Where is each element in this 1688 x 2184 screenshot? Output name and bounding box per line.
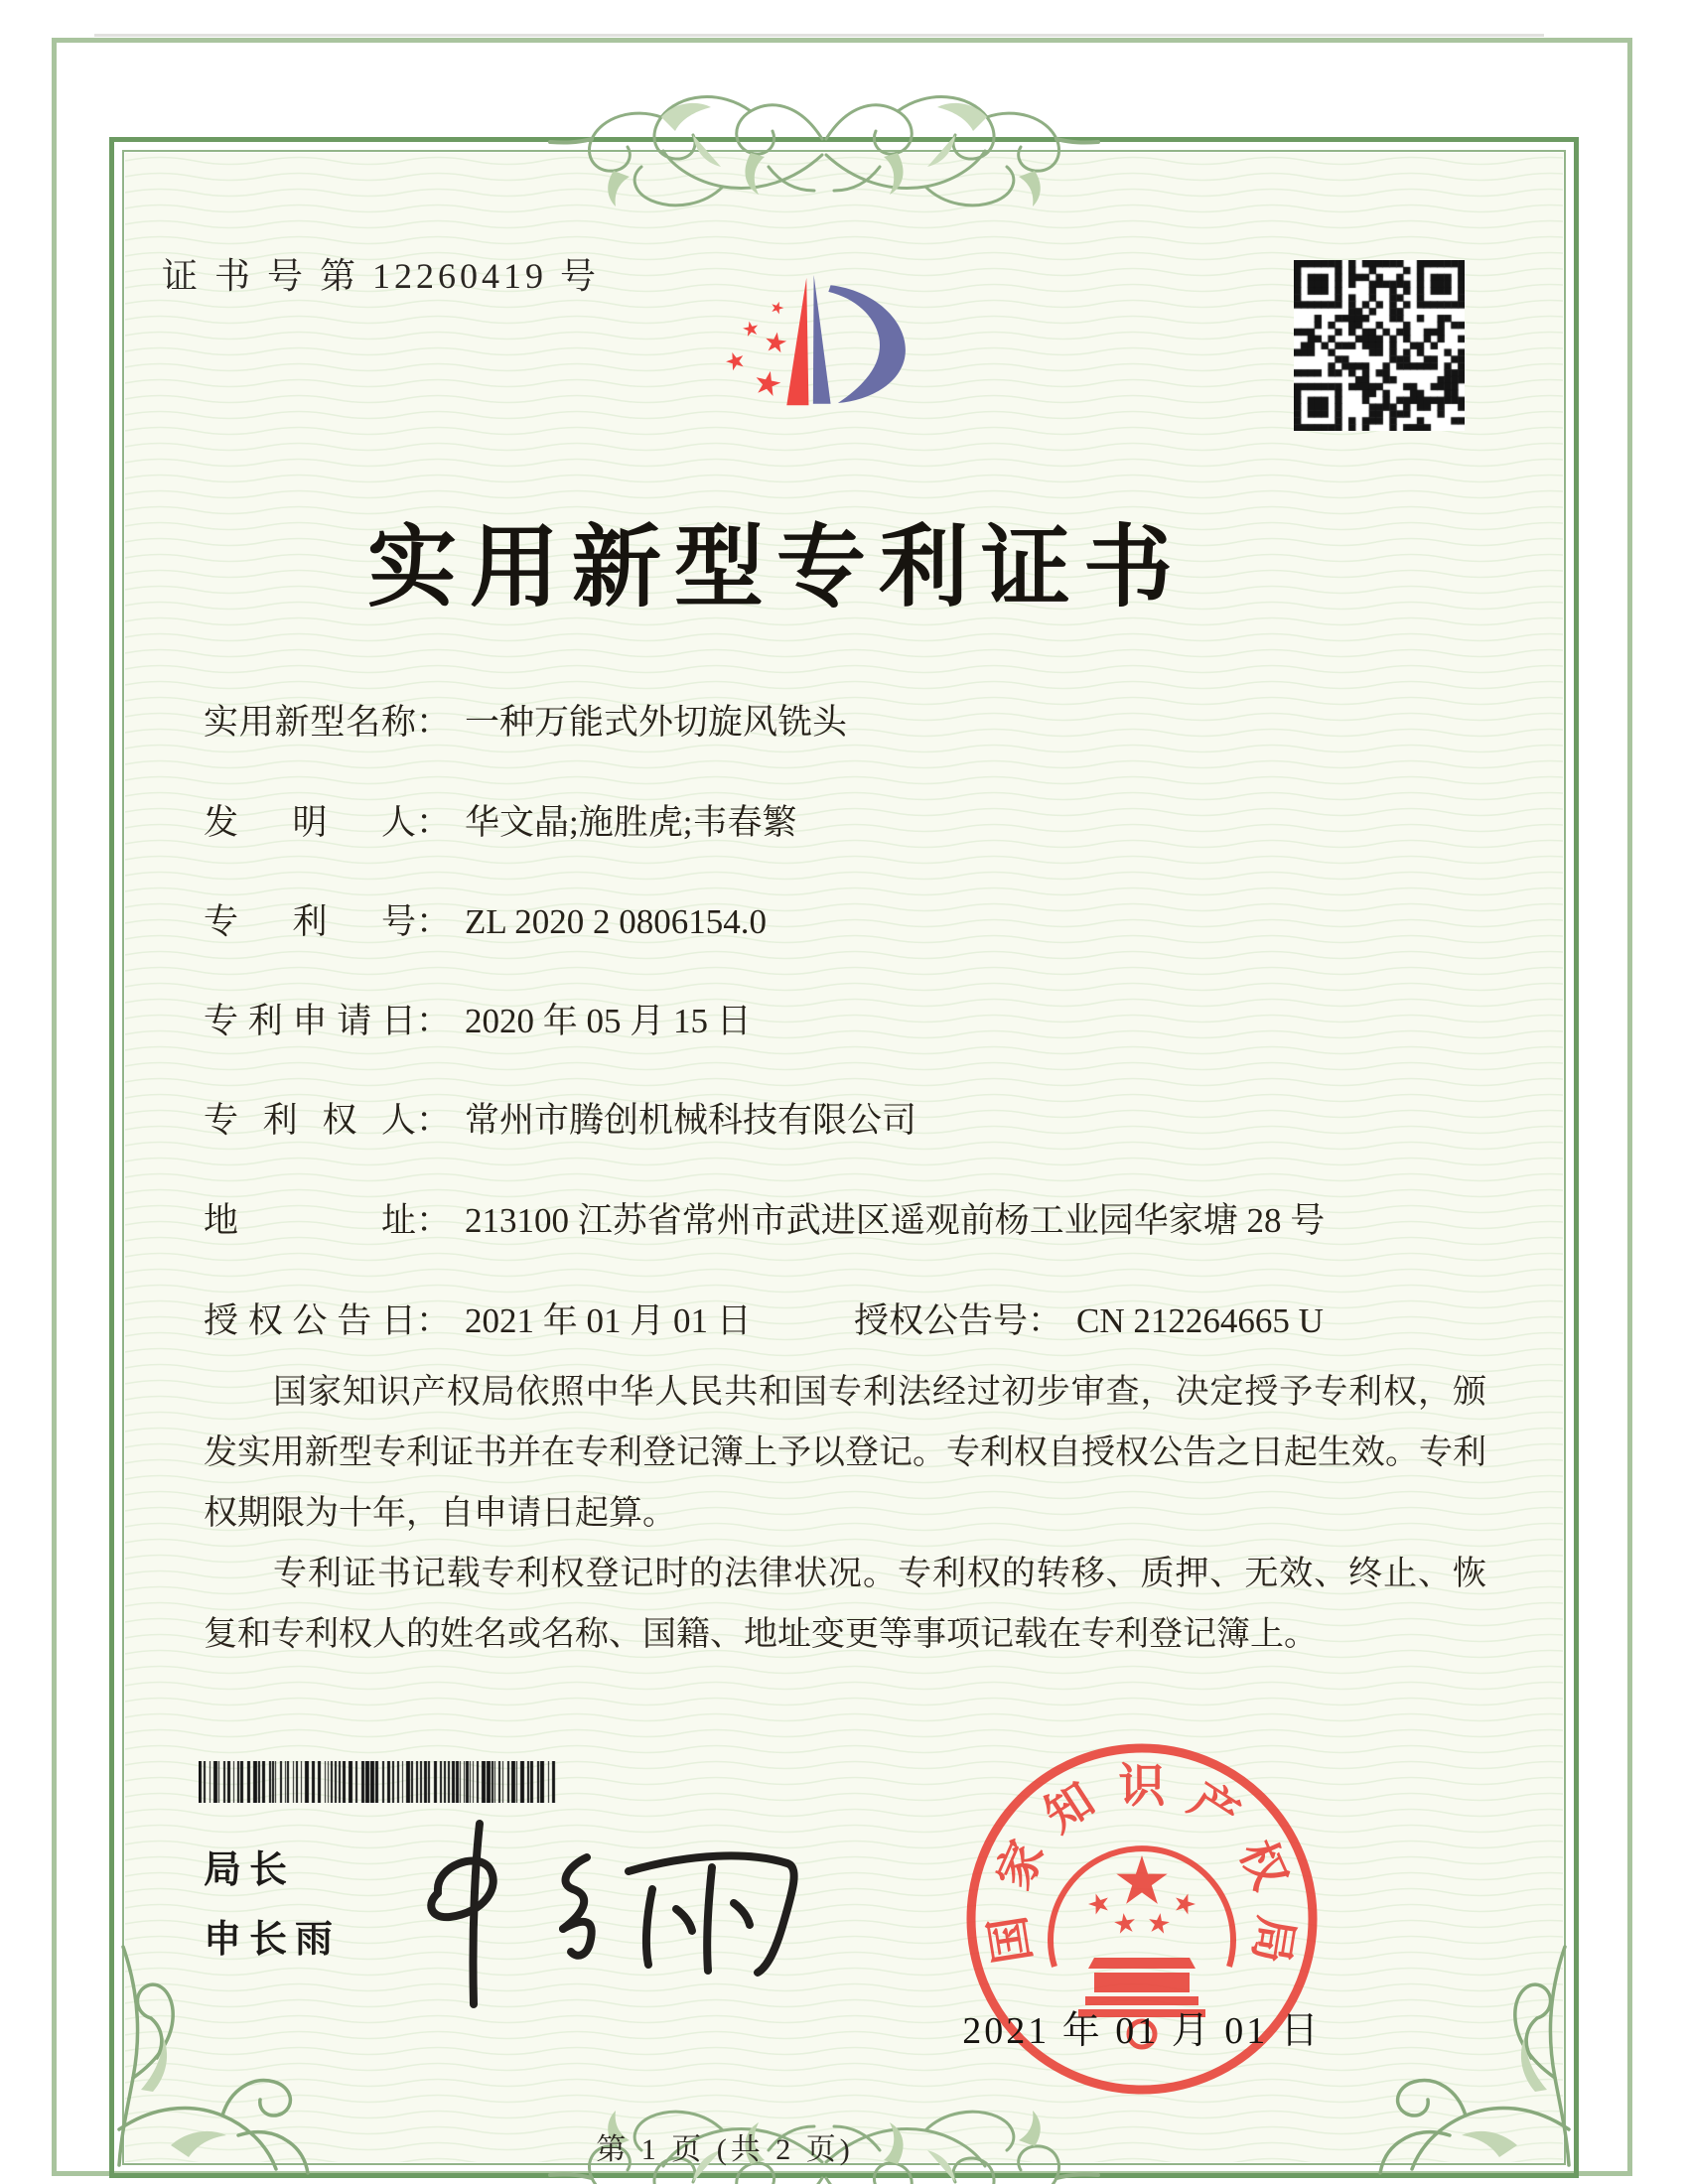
official-seal [943, 1720, 1340, 2117]
field-label: 授权公告日 [204, 1301, 416, 1340]
barcode [199, 1761, 556, 1803]
signatory-name: 申长雨 [204, 1919, 342, 1961]
frame-inner-line [122, 150, 1566, 2165]
svg-text:局: 局 [1243, 1912, 1302, 1968]
svg-text:权: 权 [1229, 1833, 1296, 1897]
field-value-grant-date: 2021 年 01 月 01 日 [465, 1301, 752, 1340]
svg-text:识: 识 [1118, 1761, 1166, 1813]
field-value-invention-name: 一种万能式外切旋风铣头 [465, 703, 848, 742]
field-value-filing-date: 2020 年 05 月 15 日 [465, 1002, 752, 1040]
svg-text:国: 国 [982, 1912, 1041, 1968]
svg-text:产: 产 [1180, 1773, 1248, 1843]
field-value-patent-number: ZL 2020 2 0806154.0 [465, 902, 767, 941]
seal-date: 2021 年 01 月 01 日 [962, 2010, 1322, 2052]
field-label: 发明人 [204, 803, 416, 842]
cnipa-patent-logo [687, 218, 921, 443]
field-value-grant-number: CN 212264665 U [1076, 1301, 1324, 1340]
bottom-right-corner-ornament [1348, 1941, 1577, 2177]
handwritten-signature [392, 1805, 809, 2025]
page-footer: 第 1 页 (共 2 页) [596, 2133, 854, 2166]
field-value-patentee: 常州市腾创机械科技有限公司 [465, 1101, 917, 1140]
field-value-address: 213100 江苏省常州市武进区遥观前杨工业园华家塘 28 号 [465, 1201, 1326, 1240]
field-label: 专利权人 [204, 1101, 416, 1140]
field-row-name: 实用新型名称： 一种万能式外切旋风铣头 [204, 695, 1494, 745]
certificate-number: 证 书 号 第 12260419 号 [162, 256, 601, 296]
qr-code [1294, 260, 1465, 431]
field-row-grant: 授权公告日： 2021 年 01 月 01 日 授权公告号： CN 212264665 U [204, 1294, 1494, 1343]
field-label: 地址 [204, 1201, 416, 1240]
field-row-address: 地址： 213100 江苏省常州市武进区遥观前杨工业园华家塘 28 号 [204, 1193, 1494, 1243]
field-row-patent-number: 专利号： ZL 2020 2 0806154.0 [204, 894, 1494, 944]
field-row-filing-date: 专利申请日： 2020 年 05 月 15 日 [204, 994, 1494, 1043]
field-label: 专利申请日 [204, 1002, 416, 1040]
field-value-inventors: 华文晶;施胜虎;韦春繁 [465, 803, 797, 842]
svg-text:知: 知 [1036, 1773, 1104, 1843]
top-flourish-ornament [546, 60, 1102, 228]
field-row-patentee: 专利权人： 常州市腾创机械科技有限公司 [204, 1093, 1494, 1143]
certificate-title: 实用新型专利证书 [367, 519, 1186, 617]
field-label: 专利号 [204, 902, 416, 941]
field-grant-number: 授权公告号： CN 212264665 U [854, 1301, 1324, 1340]
scan-artifact-line [94, 34, 1544, 37]
legal-text [204, 1362, 1486, 1665]
field-label: 实用新型名称 [204, 703, 416, 742]
svg-text:家: 家 [988, 1833, 1055, 1897]
bottom-left-corner-ornament [111, 1941, 340, 2177]
legal-paragraph-2: 专利证书记载专利权登记时的法律状况。专利权的转移、质押、无效、终止、恢复和专利权人的姓名或名称、国籍、地址变更等事项记载在专利登记簿上。 [204, 1556, 1486, 1653]
signatory-title: 局长 [204, 1849, 296, 1891]
legal-paragraph-1: 国家知识产权局依照中华人民共和国专利法经过初步审查，决定授予专利权，颁发实用新型专利证书并在专利登记簿上予以登记。专利权自授权公告之日起生效。专利权期限为十年，自申请日起算。 [204, 1374, 1486, 1532]
field-label: 授权公告号 [854, 1301, 1029, 1340]
field-row-inventors: 发明人： 华文晶;施胜虎;韦春繁 [204, 795, 1494, 845]
